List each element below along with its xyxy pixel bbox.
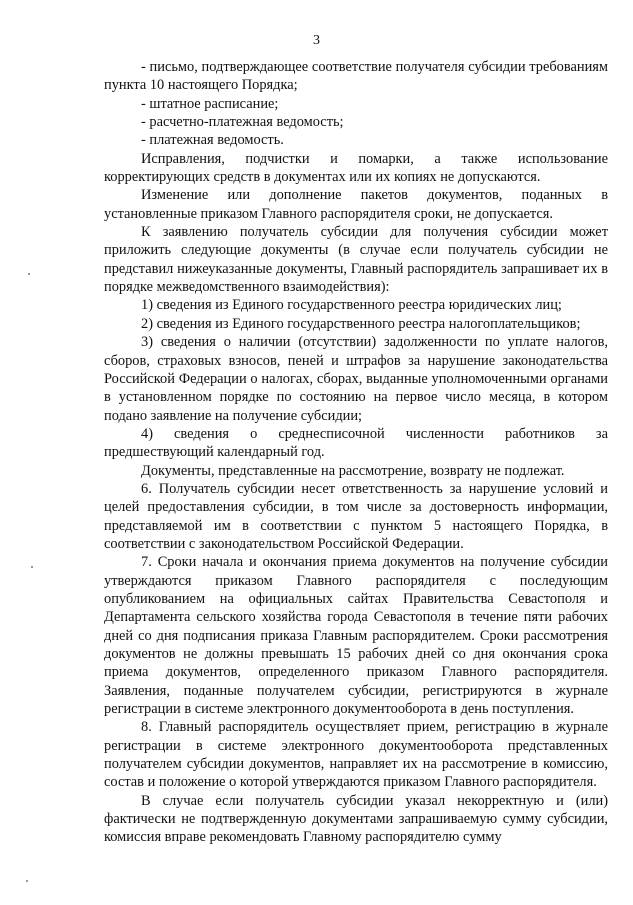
paragraph-package-changes: Изменение или дополнение пакетов документов, поданных в установленные приказом Главного распорядителя сроки, не допускается. — [104, 187, 608, 222]
scan-speck — [26, 880, 28, 882]
list-item-staff-schedule: - штатное расписание; — [141, 95, 279, 112]
list-item-payment-statement: - платежная ведомость. — [141, 132, 284, 149]
list-item-debt-information: 3) сведения о наличии (отсутствии) задолженности по уплате налогов, сборов, страховых взносов, пеней и штрафов за нарушение законодательства Российской Федерации о налогах, сборах, выданные уполномоченными органами в установленном порядке по состоянию на первое число месяца, в котором подано заявление на получение субсидии; — [104, 334, 608, 424]
paragraph-attachments: К заявлению получатель субсидии для получения субсидии может приложить следующие документы (в случае если получатель субсидии не представил нижеуказанные документы, Главный распорядитель запрашивает их в порядке межведомственного взаимодействия): — [104, 224, 608, 296]
list-item-letter: - письмо, подтверждающее соответствие получателя субсидии требованиям пункта 10 настоящего Порядка; — [104, 59, 608, 94]
paragraph-section-8: 8. Главный распорядитель осуществляет прием, регистрацию в журнале регистрации в системе электронного документооборота представленных получателем субсидии документов, направляет их на рассмотрение в комиссию, состав и положение о которой утверждаются приказом Главного распорядителя. — [104, 719, 608, 791]
paragraph-section-7: 7. Сроки начала и окончания приема документов на получение субсидии утверждаются приказом Главного распорядителя с последующим опубликованием на официальных сайтах Правительства Севастополя и Департамента сельского хозяйства города Севастополя в течение пяти рабочих дней со дня подписания приказа Главным распорядителем. Сроки рассмотрения документов не должны превышать 15 рабочих дней со дня окончания срока приема документов, определенного приказом Главного распорядителя. Заявления, поданные получателем субсидии, регистрируются в журнале регистрации в системе электронного документооборота в день поступления. — [104, 554, 608, 718]
scan-speck — [31, 566, 33, 568]
list-item-payroll-statement: - расчетно-платежная ведомость; — [141, 114, 344, 131]
list-item-headcount: 4) сведения о среднесписочной численности работников за предшествующий календарный год. — [104, 425, 608, 461]
document-body — [104, 58, 608, 847]
page-number: 3 — [313, 33, 320, 48]
paragraph-no-return: Документы, представленные на рассмотрение, возврату не подлежат. — [141, 462, 565, 479]
paragraph-corrections: Исправления, подчистки и помарки, а также использование корректирующих средств в документах или их копиях не допускаются. — [104, 150, 608, 186]
paragraph-section-6: 6. Получатель субсидии несет ответственность за нарушение условий и целей предоставления субсидии, в том числе за достоверность информации, представляемой им в соответствии с пунктом 5 настоящего Порядка, в соответствии с законодательством Российской Федерации. — [104, 480, 608, 552]
scan-speck — [28, 273, 30, 275]
paragraph-incorrect-amount: В случае если получатель субсидии указал некорректную и (или) фактически не подтвержденную документами запрашиваемую сумму субсидии, комиссия вправе рекомендовать Главному распорядителю сумму — [104, 792, 608, 846]
list-item-taxpayers-registry: 2) сведения из Единого государственного реестра налогоплательщиков; — [141, 315, 581, 332]
list-item-legal-entities-registry: 1) сведения из Единого государственного реестра юридических лиц; — [141, 297, 562, 314]
